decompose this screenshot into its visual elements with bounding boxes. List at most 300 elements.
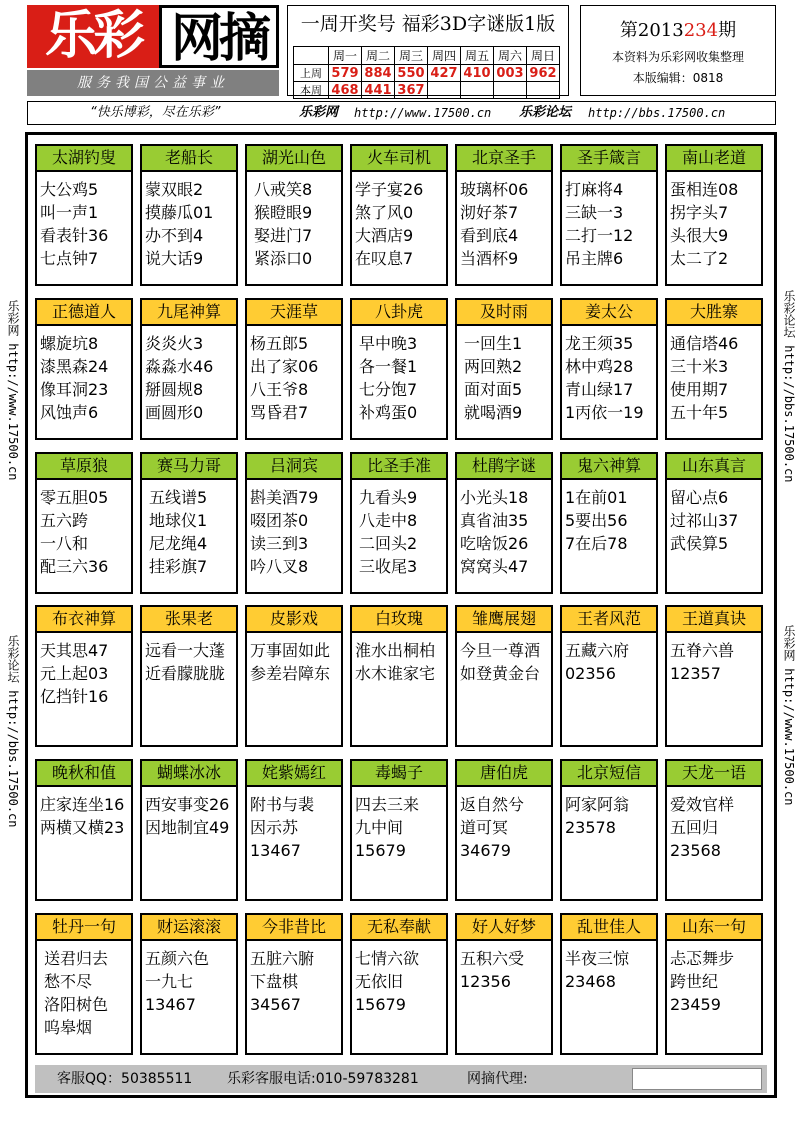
riddle-line: 23459 xyxy=(670,995,721,1014)
last-week-row xyxy=(294,65,560,82)
riddle-cell xyxy=(665,605,763,747)
day-cell: 周五 xyxy=(461,47,494,65)
riddle-line: 因地制宜49 xyxy=(145,818,230,837)
issue-panel xyxy=(580,5,776,96)
riddle-line: 七分饱7 xyxy=(359,380,418,399)
day-cell: 周六 xyxy=(494,47,527,65)
riddle-cell-body xyxy=(352,172,446,270)
riddle-cell-body xyxy=(37,633,131,708)
riddle-line: 螺旋坑8 xyxy=(40,334,99,353)
riddle-line: 煞了风0 xyxy=(355,203,414,222)
riddle-line: 12356 xyxy=(460,972,511,991)
riddle-line: 万事固如此 xyxy=(250,641,331,660)
riddle-cell-body xyxy=(457,172,551,270)
riddle-line: 五藏六府 xyxy=(565,641,630,660)
riddle-cell xyxy=(245,913,343,1055)
riddle-cell-title: 圣手箴言 xyxy=(562,146,656,172)
riddle-cell-title: 北京圣手 xyxy=(457,146,551,172)
draw-days-row xyxy=(294,47,560,65)
riddle-line: 打麻将4 xyxy=(565,180,624,199)
riddle-line: 愁不尽 xyxy=(44,972,93,991)
riddle-line: 各一餐1 xyxy=(359,357,418,376)
riddle-line: 返自然兮 xyxy=(460,795,525,814)
agent-label: 网摘代理: xyxy=(467,1071,528,1087)
riddle-cell-title: 皮影戏 xyxy=(247,607,341,633)
riddle-cell xyxy=(560,605,658,747)
issue-prefix: 第2013 xyxy=(619,20,684,41)
riddle-line: 跨世纪 xyxy=(670,972,719,991)
riddle-line: 吟八叉8 xyxy=(250,557,309,576)
riddle-line: 早中晚3 xyxy=(359,334,418,353)
riddle-line: 五脏六腑 xyxy=(250,949,315,968)
riddle-cell xyxy=(35,759,133,901)
riddle-cell-body xyxy=(667,941,761,1016)
riddle-cell-body xyxy=(457,326,551,424)
collect-note: 本资料为乐彩网收集整理 xyxy=(611,50,744,64)
riddle-cell-body xyxy=(37,326,131,424)
riddle-line: 娶进门7 xyxy=(254,226,313,245)
riddle-cell xyxy=(140,759,238,901)
riddle-line: 小光头18 xyxy=(460,488,529,507)
riddle-line: 摸藤瓜01 xyxy=(145,203,214,222)
left-side-site-text: 乐彩网 http://www.17500.cn xyxy=(6,300,20,481)
riddle-cell xyxy=(665,913,763,1055)
riddle-line: 斟美酒79 xyxy=(250,488,319,507)
riddle-cell-body xyxy=(142,172,236,270)
riddle-line: 五线谱5 xyxy=(149,488,208,507)
riddle-cell-title: 八卦虎 xyxy=(352,300,446,326)
riddle-line: 猴瞪眼9 xyxy=(254,203,313,222)
riddle-cell-title: 及时雨 xyxy=(457,300,551,326)
riddle-line: 两回熟2 xyxy=(464,357,523,376)
riddle-cell-title: 牡丹一句 xyxy=(37,915,131,941)
draw-number: 884 xyxy=(362,65,395,82)
draw-number: 427 xyxy=(428,65,461,82)
riddle-line: 留心点6 xyxy=(670,488,729,507)
riddle-cell xyxy=(245,298,343,440)
motto-bar xyxy=(27,101,776,125)
riddle-line: 玻璃杯06 xyxy=(460,180,529,199)
draw-table xyxy=(293,46,560,99)
riddle-line: 说大话9 xyxy=(145,249,204,268)
riddle-cell-title: 山东一句 xyxy=(667,915,761,941)
riddle-line: 七点钟7 xyxy=(40,249,99,268)
riddle-cell-title: 白玫瑰 xyxy=(352,607,446,633)
left-side-forum-text: 乐彩论坛 http://bbs.17500.cn xyxy=(6,635,20,828)
riddle-cell-title: 王者风范 xyxy=(562,607,656,633)
riddle-line: 大酒店9 xyxy=(355,226,414,245)
riddle-line: 呜皋烟 xyxy=(44,1018,93,1037)
riddle-line: 亿挡针16 xyxy=(40,687,109,706)
riddle-cell-body xyxy=(667,480,761,555)
riddle-cell-body xyxy=(562,172,656,270)
riddle-line: 13467 xyxy=(250,841,301,860)
riddle-cell xyxy=(455,605,553,747)
issue-number: 234 xyxy=(683,20,719,41)
riddle-line: 风蚀声6 xyxy=(40,403,99,422)
riddle-line: 看到底4 xyxy=(460,226,519,245)
riddle-cell-title: 好人好梦 xyxy=(457,915,551,941)
draw-number: 579 xyxy=(329,65,362,82)
riddle-cell xyxy=(455,913,553,1055)
logo-text-a: 乐彩 xyxy=(27,5,159,68)
draw-number: 003 xyxy=(494,65,527,82)
riddle-cell xyxy=(560,759,658,901)
riddle-line: 7在后78 xyxy=(565,534,628,553)
riddle-line: 武侯算5 xyxy=(670,534,729,553)
riddle-cell-body xyxy=(37,787,131,839)
riddle-cell-title: 天龙一语 xyxy=(667,761,761,787)
riddle-cell-body xyxy=(352,633,446,685)
riddle-line: 5要出56 xyxy=(565,511,628,530)
riddle-cell xyxy=(560,144,658,286)
riddle-cell xyxy=(245,759,343,901)
riddle-line: 漆黑森24 xyxy=(40,357,109,376)
riddle-cell xyxy=(140,298,238,440)
riddle-line: 13467 xyxy=(145,995,196,1014)
draw-number: 468 xyxy=(329,82,362,99)
riddle-cell-body xyxy=(457,941,551,993)
riddle-cell-title: 蝴蝶冰冰 xyxy=(142,761,236,787)
forum-label: 乐彩论坛 xyxy=(519,105,572,120)
riddle-cell-body xyxy=(562,480,656,555)
riddle-line: 15679 xyxy=(355,841,406,860)
riddle-line: 远看一大蓬 xyxy=(145,641,226,660)
draw-number: 410 xyxy=(461,65,494,82)
riddle-cell xyxy=(455,759,553,901)
draw-results-panel xyxy=(287,5,569,96)
riddle-line: 七情六欲 xyxy=(355,949,420,968)
riddle-cell xyxy=(665,759,763,901)
riddle-line: 龙王须35 xyxy=(565,334,634,353)
riddle-cell-title: 乱世佳人 xyxy=(562,915,656,941)
riddle-cell xyxy=(245,144,343,286)
riddle-line: 天其思47 xyxy=(40,641,109,660)
riddle-line: 1在前01 xyxy=(565,488,628,507)
riddle-line: 沏好茶7 xyxy=(460,203,519,222)
riddle-line: 窝窝头47 xyxy=(460,557,529,576)
riddle-cell xyxy=(245,452,343,594)
riddle-line: 太二了2 xyxy=(670,249,729,268)
riddle-cell xyxy=(35,605,133,747)
riddle-line: 二打一12 xyxy=(565,226,634,245)
riddle-cell-title: 唐伯虎 xyxy=(457,761,551,787)
riddle-cell xyxy=(350,605,448,747)
riddle-cell-title: 天涯草 xyxy=(247,300,341,326)
riddle-cell xyxy=(560,298,658,440)
draw-title: 一周开奖号 福彩3D字谜版1版 xyxy=(300,13,556,35)
motto: “快乐博彩，尽在乐彩” xyxy=(90,105,221,120)
riddle-line: 1丙依一19 xyxy=(565,403,644,422)
right-side-forum-text: 乐彩论坛 http://bbs.17500.cn xyxy=(782,290,796,483)
riddle-line: 八王爷8 xyxy=(250,380,309,399)
riddle-cell xyxy=(665,144,763,286)
draw-number: 441 xyxy=(362,82,395,99)
riddle-line: 因示苏 xyxy=(250,818,299,837)
riddle-line: 挂彩旗7 xyxy=(149,557,208,576)
riddle-cell-body xyxy=(352,941,446,1016)
riddle-line: 五颜六色 xyxy=(145,949,210,968)
riddle-cell-title: 鬼六神算 xyxy=(562,454,656,480)
riddle-line: 通信塔46 xyxy=(670,334,739,353)
riddle-line: 八走中8 xyxy=(359,511,418,530)
riddle-cell-title: 湖光山色 xyxy=(247,146,341,172)
riddle-line: 五回归 xyxy=(670,818,719,837)
riddle-line: 读三到3 xyxy=(250,534,309,553)
day-cell: 周四 xyxy=(428,47,461,65)
riddle-cell-title: 杜鹃字谜 xyxy=(457,454,551,480)
riddle-line: 办不到4 xyxy=(145,226,204,245)
riddle-line: 青山绿17 xyxy=(565,380,634,399)
draw-number: 367 xyxy=(395,82,428,99)
this-week-label: 本周 xyxy=(294,82,329,99)
forum-link[interactable]: http://bbs.17500.cn xyxy=(588,106,726,120)
riddle-cell-body xyxy=(562,787,656,839)
riddle-line: 紧添口0 xyxy=(254,249,313,268)
riddle-cell xyxy=(245,605,343,747)
riddle-line: 过祁山37 xyxy=(670,511,739,530)
riddle-line: 水木谁家宅 xyxy=(355,664,436,683)
riddle-line: 一九七 xyxy=(145,972,194,991)
riddle-line: 九中间 xyxy=(355,818,404,837)
riddle-cell-title: 姜太公 xyxy=(562,300,656,326)
editor-note: 本版编辑：0818 xyxy=(632,71,724,85)
footer-bar xyxy=(35,1065,767,1093)
riddle-cell-title: 比圣手准 xyxy=(352,454,446,480)
issue-title xyxy=(581,16,775,42)
riddle-cell-body xyxy=(667,787,761,862)
riddle-line: 就喝酒9 xyxy=(464,403,523,422)
riddle-line: 地球仪1 xyxy=(149,511,208,530)
riddle-cell xyxy=(140,144,238,286)
riddle-line: 蛋相连08 xyxy=(670,180,739,199)
riddle-cell-title: 今非昔比 xyxy=(247,915,341,941)
riddle-line: 在叹息7 xyxy=(355,249,414,268)
riddle-cell-body xyxy=(247,326,341,424)
riddle-line: 使用期7 xyxy=(670,380,729,399)
riddle-cell-title: 太湖钓叟 xyxy=(37,146,131,172)
riddle-line: 15679 xyxy=(355,995,406,1014)
riddle-line: 啜团茶0 xyxy=(250,511,309,530)
riddle-line: 23568 xyxy=(670,841,721,860)
riddle-line: 像耳洞23 xyxy=(40,380,109,399)
riddle-line: 庄家连坐16 xyxy=(40,795,125,814)
riddle-cell-body xyxy=(352,326,446,424)
riddle-cell-body xyxy=(562,326,656,424)
riddle-cell-title: 北京短信 xyxy=(562,761,656,787)
riddle-line: 淮水出桐柏 xyxy=(355,641,436,660)
riddle-line: 五脊六兽 xyxy=(670,641,735,660)
riddle-line: 掰圆规8 xyxy=(145,380,204,399)
riddle-line: 两横又横23 xyxy=(40,818,125,837)
draw-number xyxy=(428,82,461,99)
riddle-cell-body xyxy=(457,480,551,578)
riddle-cell xyxy=(140,605,238,747)
riddle-line: 吃啥饭26 xyxy=(460,534,529,553)
riddle-line: 九看头9 xyxy=(359,488,418,507)
riddle-cell-body xyxy=(352,480,446,578)
riddle-cell-body xyxy=(562,633,656,685)
riddle-cell xyxy=(455,144,553,286)
riddle-line: 五六跨 xyxy=(40,511,89,530)
riddle-cell-body xyxy=(142,326,236,424)
riddle-cell-title: 山东真言 xyxy=(667,454,761,480)
riddle-line: 23578 xyxy=(565,818,616,837)
riddle-cell-title: 赛马力哥 xyxy=(142,454,236,480)
riddle-line: 三十米3 xyxy=(670,357,729,376)
riddle-line: 参差岩障东 xyxy=(250,664,331,683)
corner-cell xyxy=(294,47,329,65)
riddle-cell-title: 南山老道 xyxy=(667,146,761,172)
riddle-cell-body xyxy=(142,633,236,685)
riddle-line: 学子宴26 xyxy=(355,180,424,199)
riddle-line: 元上起03 xyxy=(40,664,109,683)
riddle-cell-body xyxy=(667,633,761,685)
riddle-cell-body xyxy=(247,172,341,270)
riddle-cell xyxy=(35,452,133,594)
riddle-line: 画圆形0 xyxy=(145,403,204,422)
riddle-line: 爱效官样 xyxy=(670,795,735,814)
riddle-line: 当酒杯9 xyxy=(460,249,519,268)
site-link[interactable]: http://www.17500.cn xyxy=(354,106,492,120)
riddle-cell xyxy=(455,298,553,440)
riddle-line: 02356 xyxy=(565,664,616,683)
day-cell: 周三 xyxy=(395,47,428,65)
riddle-line: 蒙双眼2 xyxy=(145,180,204,199)
right-side-site-text: 乐彩网 http://www.17500.cn xyxy=(782,625,796,806)
riddle-cell-title: 毒蝎子 xyxy=(352,761,446,787)
riddle-line: 半夜三惊 xyxy=(565,949,630,968)
riddle-cell-body xyxy=(37,172,131,270)
draw-number: 550 xyxy=(395,65,428,82)
service-qq: 客服QQ：50385511 xyxy=(57,1071,193,1087)
riddle-line: 五积六受 xyxy=(460,949,525,968)
riddle-cell xyxy=(35,144,133,286)
riddle-line: 配三六36 xyxy=(40,557,109,576)
riddle-line: 12357 xyxy=(670,664,721,683)
riddle-line: 23468 xyxy=(565,972,616,991)
riddle-cell-body xyxy=(457,787,551,862)
riddle-line: 八戒笑8 xyxy=(254,180,313,199)
riddle-line: 四去三来 xyxy=(355,795,420,814)
riddle-cell-body xyxy=(247,633,341,685)
riddle-cell-title: 吕洞宾 xyxy=(247,454,341,480)
riddle-line: 大公鸡5 xyxy=(40,180,99,199)
last-week-label: 上周 xyxy=(294,65,329,82)
riddle-cell-body xyxy=(247,480,341,578)
riddle-line: 补鸡蛋0 xyxy=(359,403,418,422)
riddle-line: 洛阳树色 xyxy=(44,995,109,1014)
riddle-cell xyxy=(35,913,133,1055)
riddle-cell-title: 晚秋和值 xyxy=(37,761,131,787)
riddle-line: 林中鸡28 xyxy=(565,357,634,376)
riddle-line: 西安事变26 xyxy=(145,795,230,814)
riddle-cell-title: 老船长 xyxy=(142,146,236,172)
riddle-line: 下盘棋 xyxy=(250,972,299,991)
riddle-line: 附书与裴 xyxy=(250,795,315,814)
riddle-cell-body xyxy=(37,941,131,1039)
riddle-line: 无依旧 xyxy=(355,972,404,991)
riddle-cell-title: 雏鹰展翅 xyxy=(457,607,551,633)
riddle-line: 零五胆05 xyxy=(40,488,109,507)
riddle-cell-title: 姹紫嫣红 xyxy=(247,761,341,787)
riddle-line: 五十年5 xyxy=(670,403,729,422)
riddle-cell xyxy=(665,298,763,440)
riddle-cell-title: 大胜寨 xyxy=(667,300,761,326)
riddle-line: 34567 xyxy=(250,995,301,1014)
riddle-cell xyxy=(35,298,133,440)
riddle-cell-title: 正德道人 xyxy=(37,300,131,326)
riddle-line: 近看朦胧胧 xyxy=(145,664,226,683)
riddle-cell-title: 九尾神算 xyxy=(142,300,236,326)
riddle-line: 头很大9 xyxy=(670,226,729,245)
riddle-cell-body xyxy=(247,787,341,862)
riddle-line: 如登黄金台 xyxy=(460,664,541,683)
riddle-line: 今旦一尊酒 xyxy=(460,641,541,660)
riddle-cell xyxy=(560,913,658,1055)
riddle-line: 三缺一3 xyxy=(565,203,624,222)
riddle-line: 出了家06 xyxy=(250,357,319,376)
riddle-cell-body xyxy=(142,480,236,578)
riddle-line: 二回头2 xyxy=(359,534,418,553)
riddle-line: 送君归去 xyxy=(44,949,109,968)
riddle-cell xyxy=(350,144,448,286)
draw-number: 962 xyxy=(527,65,560,82)
slogan: 服务我国公益事业 xyxy=(27,70,279,96)
riddle-cell xyxy=(455,452,553,594)
riddle-cell xyxy=(560,452,658,594)
riddle-cell-body xyxy=(247,941,341,1016)
riddle-line: 忐忑舞步 xyxy=(670,949,735,968)
riddle-line: 阿家阿翁 xyxy=(565,795,630,814)
logo xyxy=(27,5,279,68)
riddle-cell-title: 火车司机 xyxy=(352,146,446,172)
site-label: 乐彩网 xyxy=(299,105,339,120)
riddle-line: 炎炎火3 xyxy=(145,334,204,353)
riddle-line: 面对面5 xyxy=(464,380,523,399)
riddle-cell xyxy=(140,452,238,594)
riddle-cell-body xyxy=(667,326,761,424)
riddle-cell xyxy=(350,452,448,594)
riddle-grid xyxy=(25,132,777,1098)
riddle-line: 一回生1 xyxy=(464,334,523,353)
riddle-cell-body xyxy=(667,172,761,270)
service-phone: 乐彩客服电话:010-59783281 xyxy=(227,1071,419,1087)
riddle-line: 真省油35 xyxy=(460,511,529,530)
draw-number xyxy=(461,82,494,99)
issue-suffix: 期 xyxy=(718,20,737,41)
riddle-line: 一八和 xyxy=(40,534,89,553)
riddle-cell xyxy=(350,913,448,1055)
riddle-cell-body xyxy=(562,941,656,993)
riddle-cell-body xyxy=(142,941,236,1016)
riddle-cell-body xyxy=(142,787,236,839)
riddle-cell-title: 财运滚滚 xyxy=(142,915,236,941)
riddle-line: 34679 xyxy=(460,841,511,860)
riddle-cell xyxy=(665,452,763,594)
this-week-row xyxy=(294,82,560,99)
logo-text-b: 网摘 xyxy=(159,5,279,68)
day-cell: 周二 xyxy=(362,47,395,65)
riddle-line: 三收尾3 xyxy=(359,557,418,576)
riddle-cell xyxy=(350,759,448,901)
riddle-line: 看表针36 xyxy=(40,226,109,245)
riddle-line: 吊主牌6 xyxy=(565,249,624,268)
draw-number xyxy=(527,82,560,99)
riddle-cell-body xyxy=(37,480,131,578)
riddle-line: 尼龙绳4 xyxy=(149,534,208,553)
riddle-line: 拐字头7 xyxy=(670,203,729,222)
